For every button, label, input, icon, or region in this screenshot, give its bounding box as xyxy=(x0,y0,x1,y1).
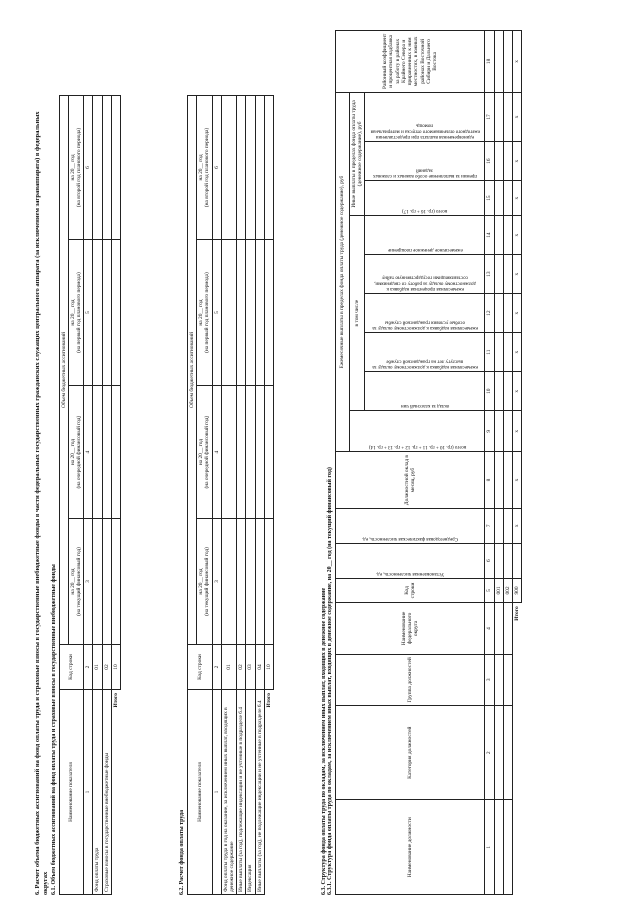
table-63-header-salary: Должностной оклад в месяц, руб xyxy=(336,452,485,509)
section-6 xyxy=(34,95,121,895)
cell[interactable] xyxy=(255,386,264,519)
cell[interactable] xyxy=(264,518,273,644)
row-name: Индексация xyxy=(246,690,255,895)
table-62-header-first: на 20__ год (на первый год планового периода) xyxy=(197,239,212,385)
table-row xyxy=(221,96,236,895)
table-row xyxy=(494,31,503,895)
table-63-header-coef: Районный коэффициент и процентная надбавка за работу в районах Крайнего Севера и приравненных к ним местностях, в южных районах Восточной Сибири и Дальнего Востока xyxy=(336,31,485,93)
cell[interactable] xyxy=(237,386,246,519)
cell[interactable] xyxy=(111,96,120,240)
cell[interactable] xyxy=(503,800,512,895)
table-62-header-name: Наименование показателя xyxy=(188,690,213,895)
colnum: 1 xyxy=(212,690,221,895)
cell[interactable] xyxy=(494,92,503,141)
table-63-header-category: Категория должностей xyxy=(336,706,485,801)
colnum: 10 xyxy=(485,372,494,411)
table-61-title: 6.1. Объем бюджетных ассигнований на фонд оплаты труда и страховые взносы в государственные внебюджетные фонды xyxy=(50,564,57,895)
table-63-title: 6.3. Структура фонда оплаты труда по окладам, за исключением иных выплат, входящих в денежное содержание xyxy=(321,587,327,895)
cell[interactable] xyxy=(503,255,512,294)
cell[interactable] xyxy=(503,508,512,543)
table-63-header-seniority xyxy=(365,333,485,372)
x-mark: x xyxy=(513,411,522,452)
cell[interactable] xyxy=(255,96,264,240)
cell[interactable] xyxy=(494,543,503,578)
cell[interactable] xyxy=(102,239,111,385)
cell[interactable] xyxy=(93,386,102,519)
colnum: 17 xyxy=(485,92,494,141)
table-61-header-code: Код строки xyxy=(59,645,84,690)
table-63-header-total xyxy=(350,411,485,452)
cell[interactable] xyxy=(494,333,503,372)
material-label: единовременная выплата при предоставлении ежегодного оплачиваемого отпуска и материальная помощь xyxy=(370,122,480,140)
section-6-title: 6. Расчет объема бюджетных ассигнований на фонд оплаты труда и страховые взносы в государственные внебюджетные фонды в части федеральных государственных гражданских служащих центрального аппарата (за исключением загранаппарата) в федеральных округах xyxy=(34,111,49,895)
row-code: 01 xyxy=(221,645,236,690)
colnum: 5 xyxy=(84,239,93,385)
cell[interactable] xyxy=(246,96,255,240)
table-row xyxy=(237,96,246,895)
table-61 xyxy=(59,95,121,895)
table-61-colnum-row xyxy=(84,96,93,895)
x-mark: x xyxy=(513,31,522,93)
cell[interactable] xyxy=(503,706,512,801)
colnum: 4 xyxy=(212,386,221,519)
table-62-header-code: Код строки xyxy=(188,645,213,690)
total-label: Итого xyxy=(266,693,273,708)
colnum: 15 xyxy=(485,181,494,216)
x-mark: x xyxy=(513,181,522,216)
cell[interactable] xyxy=(264,239,273,385)
table-63-header-incl: в том числе xyxy=(350,216,365,411)
table-62 xyxy=(187,95,274,895)
cell[interactable] xyxy=(255,518,264,644)
table-61-header-volume: Объем бюджетных ассигнований xyxy=(59,96,68,645)
table-63-colnum-row xyxy=(485,31,494,895)
colnum: 3 xyxy=(84,518,93,644)
total-label: Итого xyxy=(113,693,120,708)
table-row xyxy=(93,96,102,895)
cell[interactable] xyxy=(93,96,102,240)
row-name: Фонд оплаты труда xyxy=(93,690,102,895)
table-row-total xyxy=(513,31,522,895)
colnum: 5 xyxy=(485,578,494,603)
colnum: 4 xyxy=(485,603,494,654)
colnum: 3 xyxy=(485,654,494,705)
secrecy-label: ежемесячная процентная надбавка к должностному окладу за работу со сведениями, составляющими государственную тайну xyxy=(374,274,476,292)
cell[interactable] xyxy=(264,96,273,240)
cell[interactable] xyxy=(255,239,264,385)
row-name: Иные выплаты (за год), подлежащие индексации и не учтенные в подразделе 6.4 xyxy=(237,690,246,895)
cell[interactable] xyxy=(494,800,503,895)
colnum: 2 xyxy=(212,645,221,690)
staff-label: Установленная численность, ед. xyxy=(376,570,445,576)
cell[interactable] xyxy=(102,518,111,644)
table-63-header-secrecy xyxy=(365,255,485,294)
cell[interactable] xyxy=(494,654,503,705)
cell[interactable] xyxy=(221,96,236,240)
table-63-header-premium xyxy=(365,142,485,181)
cell[interactable] xyxy=(503,92,512,141)
colnum: 14 xyxy=(485,216,494,255)
table-row xyxy=(503,31,512,895)
row-code: 001 xyxy=(494,578,503,603)
x-mark: x xyxy=(513,452,522,509)
row-code: 900 xyxy=(513,578,522,603)
table-63-header-district: Наименование федерального округа xyxy=(336,603,485,654)
row-code: 10 xyxy=(264,645,273,690)
colnum: 3 xyxy=(212,518,221,644)
actual-label: Среднегодовая фактическая численность, ед. xyxy=(362,535,459,541)
row-name: Страховые взносы в государственные внебюджетные фонды xyxy=(102,690,111,895)
table-63-header-other: Иные выплаты в пределах фонда оплаты труда (денежное содержание), руб xyxy=(350,92,365,215)
cell[interactable] xyxy=(503,333,512,372)
colnum: 2 xyxy=(84,645,93,690)
cell[interactable] xyxy=(503,181,512,216)
row-code: 10 xyxy=(111,645,120,690)
cell[interactable] xyxy=(494,508,503,543)
cell[interactable] xyxy=(93,239,102,385)
table-61-header-next: на 20__ год (на очередной финансовый год) xyxy=(68,386,83,519)
x-mark: x xyxy=(513,294,522,333)
cell[interactable] xyxy=(93,518,102,644)
table-63 xyxy=(335,30,522,895)
cell[interactable] xyxy=(246,239,255,385)
cell[interactable] xyxy=(111,518,120,644)
cell[interactable] xyxy=(111,386,120,519)
colnum: 11 xyxy=(485,333,494,372)
x-mark: x xyxy=(513,92,522,141)
x-mark: x xyxy=(513,372,522,411)
blank-cell xyxy=(513,654,522,894)
row-code: 01 xyxy=(93,645,102,690)
section-63 xyxy=(320,30,522,895)
cell[interactable] xyxy=(513,543,522,578)
row-name: Иные выплаты (за год), не подлежащие индексации и не учтенные в подразделе 6.4 xyxy=(255,690,264,895)
table-62-header-current: на 20__ год (на текущий финансовый год) xyxy=(197,518,212,644)
cell[interactable] xyxy=(503,372,512,411)
row-code: 04 xyxy=(255,645,264,690)
table-62-colnum-row xyxy=(212,96,221,895)
cell[interactable] xyxy=(264,386,273,519)
cell[interactable] xyxy=(102,96,111,240)
table-row xyxy=(255,96,264,895)
cell[interactable] xyxy=(494,706,503,801)
table-63-subtitle: 6.3.1. Структура фонда оплаты труда по окладам, за исключением иных выплат, входящих в денежное содержание, на 20__ год (на текущий финансовый год) xyxy=(327,467,333,895)
cell[interactable] xyxy=(503,654,512,705)
cell[interactable] xyxy=(503,543,512,578)
table-63-header-monthly: Ежемесячные выплаты в пределах фонда оплаты труда (денежное содержание), руб xyxy=(336,92,350,452)
colnum: 4 xyxy=(84,386,93,519)
table-63-header-code: Код строки xyxy=(336,578,485,603)
rotated-form xyxy=(30,30,620,895)
seniority-label: ежемесячная надбавка к должностному окладу за выслугу лет на гражданской службе xyxy=(372,358,478,370)
colnum: 6 xyxy=(84,96,93,240)
rank-label: оклад за классный чин xyxy=(400,403,450,409)
cell[interactable] xyxy=(494,255,503,294)
cell[interactable] xyxy=(111,239,120,385)
bonus-label: ежемесячное денежное поощрение xyxy=(387,247,463,253)
table-63-header-material xyxy=(365,92,485,141)
table-row-total xyxy=(264,96,273,895)
cell[interactable] xyxy=(494,31,503,93)
special-label: ежемесячная надбавка к должностному окладу за особые условия гражданской службы xyxy=(372,319,478,331)
row-code: 002 xyxy=(503,578,512,603)
cell[interactable] xyxy=(221,386,236,519)
colnum: 2 xyxy=(485,706,494,801)
table-63-header-staff xyxy=(336,543,485,578)
row-code: 02 xyxy=(102,645,111,690)
cell[interactable] xyxy=(503,142,512,181)
cell[interactable] xyxy=(237,239,246,385)
colnum: 18 xyxy=(485,31,494,93)
table-row-total xyxy=(111,96,120,895)
cell[interactable] xyxy=(503,31,512,93)
x-mark: x xyxy=(513,216,522,255)
cell[interactable] xyxy=(494,294,503,333)
cell[interactable] xyxy=(503,452,512,509)
table-row xyxy=(246,96,255,895)
colnum: 6 xyxy=(212,96,221,240)
x-mark: x xyxy=(513,333,522,372)
cell[interactable] xyxy=(503,411,512,452)
x-mark: x xyxy=(513,142,522,181)
table-61-header-second: на 20__ год (на второй год планового периода) xyxy=(68,96,83,240)
cell[interactable] xyxy=(237,96,246,240)
table-62-title: 6.2. Расчет фонда оплаты труда xyxy=(179,809,185,895)
cell[interactable] xyxy=(494,142,503,181)
cell[interactable] xyxy=(494,181,503,216)
cell[interactable] xyxy=(503,294,512,333)
cell[interactable] xyxy=(221,239,236,385)
row-code: 02 xyxy=(237,645,246,690)
colnum: 13 xyxy=(485,255,494,294)
cell[interactable] xyxy=(102,386,111,519)
total-label: всего (гр. 10 + гр. 11 + гр. 12 + гр. 13 + гр. 14) xyxy=(368,444,466,450)
row-code: 03 xyxy=(246,645,255,690)
row-name: Фонд оплаты труда в год на оказание, за исключением иных выплат, входящих в денежное содержание xyxy=(221,690,236,895)
table-63-header-special xyxy=(365,294,485,333)
table-63-header-bonus xyxy=(365,216,485,255)
colnum: 1 xyxy=(84,690,93,895)
table-63-header-rank xyxy=(365,372,485,411)
cell[interactable] xyxy=(246,518,255,644)
cell[interactable] xyxy=(494,603,503,654)
table-row xyxy=(102,96,111,895)
table-61-header-name: Наименование показателя xyxy=(59,690,84,895)
table-63-header-other-total xyxy=(365,181,485,216)
table-63-header-group: Группа должностей xyxy=(336,654,485,705)
cell[interactable] xyxy=(237,518,246,644)
colnum: 7 xyxy=(485,508,494,543)
cell[interactable] xyxy=(494,411,503,452)
premium-label: премии за выполнение особо важных и сложных заданий xyxy=(372,167,477,179)
x-mark: x xyxy=(513,255,522,294)
colnum: 6 xyxy=(485,543,494,578)
cell[interactable] xyxy=(494,372,503,411)
cell[interactable] xyxy=(494,216,503,255)
colnum: 9 xyxy=(485,411,494,452)
table-62-header-volume: Объем бюджетных ассигнований xyxy=(188,96,197,645)
cell[interactable] xyxy=(503,603,512,654)
cell[interactable] xyxy=(246,386,255,519)
colnum: 12 xyxy=(485,294,494,333)
table-63-header-actual xyxy=(336,508,485,543)
section-62 xyxy=(178,95,274,895)
cell[interactable] xyxy=(221,518,236,644)
total-label: Итого xyxy=(514,606,521,621)
cell[interactable] xyxy=(494,452,503,509)
colnum: 1 xyxy=(485,800,494,895)
x-mark: x xyxy=(513,508,522,543)
other-total-label: всего (гр. 16 + гр. 17) xyxy=(402,208,448,214)
table-61-header-current: на 20__ год (на текущий финансовый год) xyxy=(68,518,83,644)
colnum: 5 xyxy=(212,239,221,385)
table-62-header-next: на 20__ год (на очередной финансовый год) xyxy=(197,386,212,519)
colnum: 8 xyxy=(485,452,494,509)
table-63-header-position: Наименование должности xyxy=(336,800,485,895)
cell[interactable] xyxy=(503,216,512,255)
colnum: 16 xyxy=(485,142,494,181)
table-61-header-first: на 20__ год (на первый год планового периода) xyxy=(68,239,83,385)
table-62-header-second: на 20__ год (на второй год планового периода) xyxy=(197,96,212,240)
